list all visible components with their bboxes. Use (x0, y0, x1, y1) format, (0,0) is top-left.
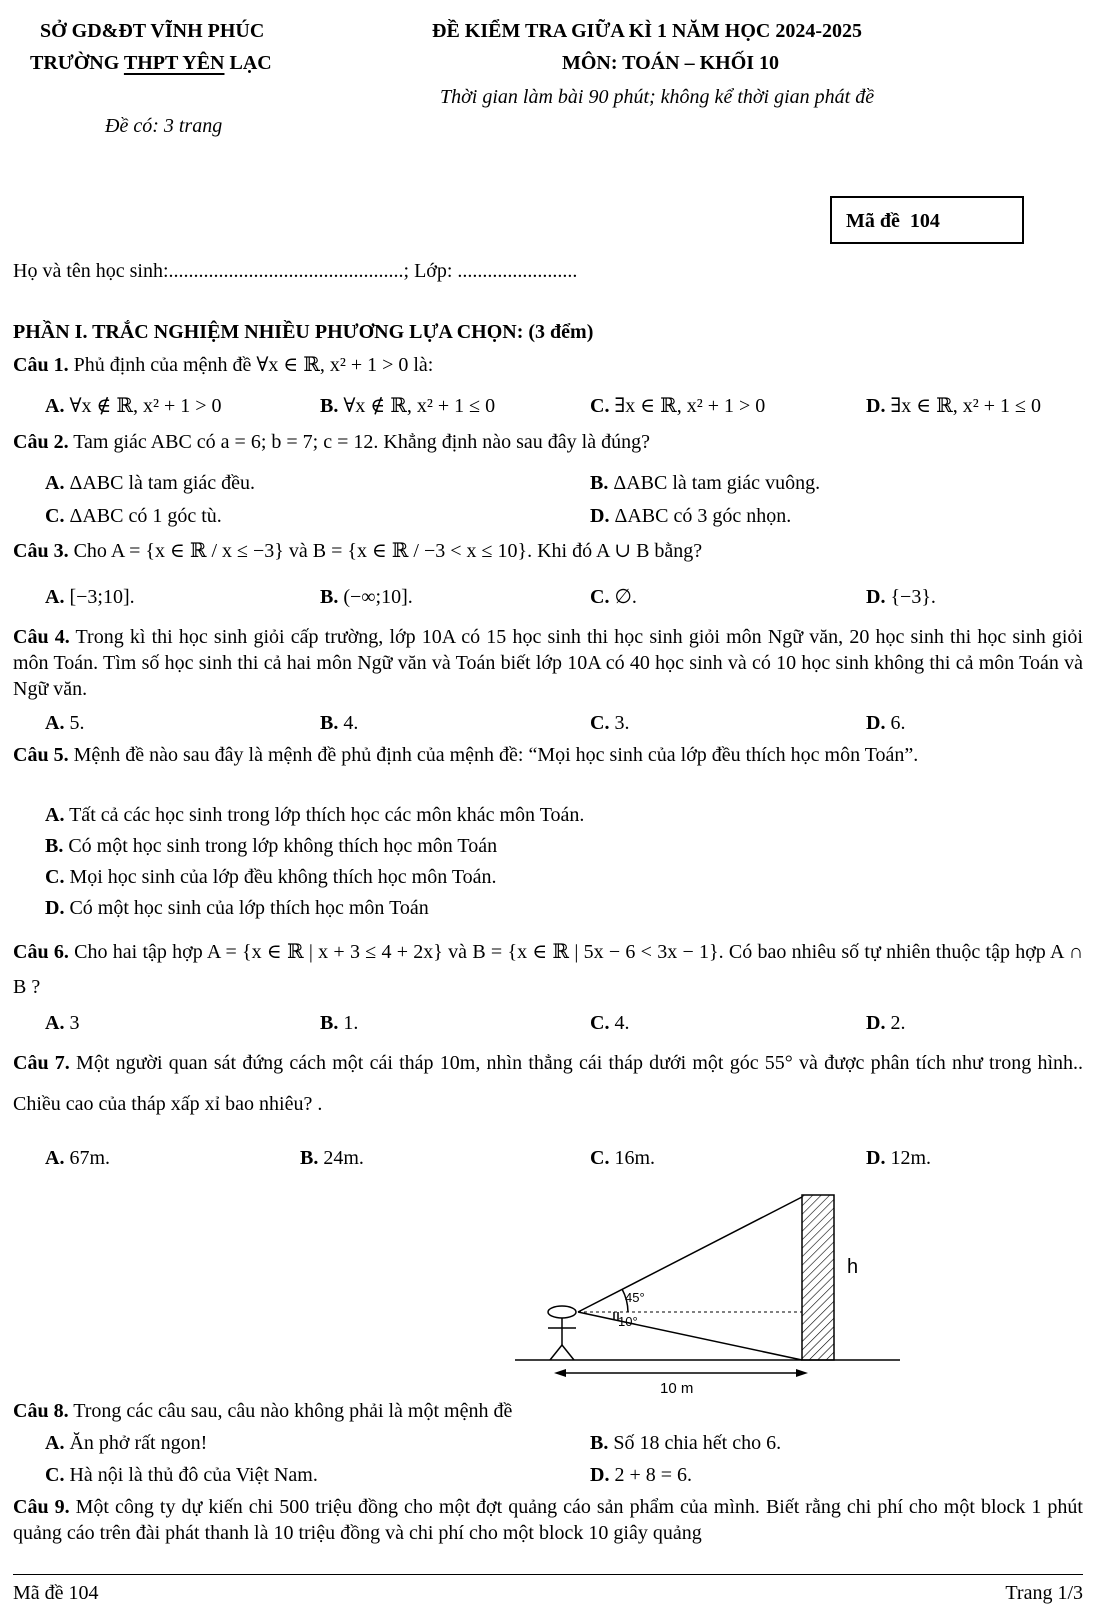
question-8 (13, 1398, 1083, 1424)
q1-option-a[interactable] (45, 393, 222, 419)
question-1 (13, 352, 1083, 378)
exam-title: ĐỀ KIỂM TRA GIỮA KÌ 1 NĂM HỌC 2024-2025 (432, 20, 863, 42)
question-4 (13, 624, 1083, 702)
footer-page-number: Trang 1/3 (1005, 1582, 1083, 1604)
question-label: Câu 2. (13, 431, 69, 453)
height-label: h (847, 1256, 859, 1278)
option-label: C. (590, 1147, 610, 1169)
option-label: C. (590, 586, 610, 608)
footer-exam-code: Mã đề 104 (13, 1582, 99, 1604)
question-text: Trong kì thi học sinh giỏi cấp trường, lớp 10A có 15 học sinh thi học sinh giỏi môn Ngữ văn, 20 học sinh thi học sinh giỏi môn Toán. Tìm số học sinh thi cả hai môn Ngữ văn và Toán biết lớp 10A có 40 học sinh và có 10 học sinh không thi cả môn Toán và Ngữ văn. (13, 626, 1083, 700)
question-2 (13, 429, 1083, 455)
q6-option-c[interactable] (590, 1010, 629, 1036)
q2-option-a[interactable] (45, 470, 255, 496)
option-text: Ăn phở rất ngon! (69, 1432, 208, 1454)
q5-option-a[interactable] (45, 802, 584, 828)
option-label: D. (866, 395, 886, 417)
exam-code-value: 104 (909, 210, 940, 232)
question-text: Cho A = {x ∈ ℝ / x ≤ −3} và B = {x ∈ ℝ / −3 < x ≤ 10}. Khi đó A ∪ B bằng? (73, 540, 703, 562)
distance-arrow-head-right (796, 1369, 808, 1377)
exam-code-box (830, 196, 1024, 244)
option-label: B. (300, 1147, 319, 1169)
q1-option-d[interactable] (866, 393, 1041, 419)
q5-option-b[interactable] (45, 833, 497, 859)
question-text: Phủ định của mệnh đề ∀x ∈ ℝ, x² + 1 > 0 là: (73, 354, 434, 376)
option-label: D. (866, 1147, 886, 1169)
observer-icon (548, 1306, 576, 1360)
department-name: SỞ GD&ĐT VĨNH PHÚC (40, 20, 265, 42)
option-label: A. (45, 804, 65, 826)
tower-figure (500, 1185, 910, 1400)
question-text: Tam giác ABC có a = 6; b = 7; c = 12. Khẳng định nào sau đây là đúng? (73, 431, 650, 453)
option-text: ΔABC có 3 góc nhọn. (614, 505, 792, 527)
question-label: Câu 8. (13, 1400, 69, 1422)
question-label: Câu 9. (13, 1496, 70, 1518)
q1-option-c[interactable] (590, 393, 765, 419)
q4-option-a[interactable] (45, 710, 84, 736)
option-text: Hà nội là thủ đô của Việt Nam. (69, 1464, 318, 1486)
option-label: A. (45, 1147, 65, 1169)
option-label: D. (590, 1464, 610, 1486)
question-label: Câu 7. (13, 1052, 70, 1074)
option-text: Có một học sinh của lớp thích học môn Toán (69, 897, 429, 919)
option-text: {−3}. (890, 586, 936, 608)
question-label: Câu 1. (13, 354, 69, 376)
question-label: Câu 6. (13, 941, 69, 963)
q7-option-b[interactable] (300, 1145, 364, 1171)
question-text: Mệnh đề nào sau đây là mệnh đề phủ định của mệnh đề: “Mọi học sinh của lớp đều thích học môn Toán”. (73, 744, 919, 766)
option-text: 3. (614, 712, 630, 734)
footer-divider (13, 1574, 1083, 1575)
option-label: B. (320, 712, 339, 734)
q6-option-a[interactable] (45, 1010, 79, 1036)
question-label: Câu 3. (13, 540, 69, 562)
q7-option-d[interactable] (866, 1145, 931, 1171)
option-label: A. (45, 1432, 65, 1454)
pages-note: Đề có: 3 trang (105, 115, 223, 137)
q6-option-d[interactable] (866, 1010, 905, 1036)
option-label: A. (45, 712, 65, 734)
option-label: A. (45, 472, 65, 494)
q3-option-c[interactable] (590, 584, 637, 610)
exam-code-label: Mã đề (846, 210, 900, 232)
distance-arrow-head-left (554, 1369, 566, 1377)
option-label: B. (320, 1012, 339, 1034)
q3-option-d[interactable] (866, 584, 936, 610)
option-label: D. (866, 712, 886, 734)
question-5 (13, 742, 1083, 768)
q7-option-a[interactable] (45, 1145, 110, 1171)
option-label: C. (590, 1012, 610, 1034)
option-text: 12m. (890, 1147, 932, 1169)
school-suffix: LẠC (224, 52, 272, 74)
option-text: 1. (343, 1012, 359, 1034)
school-underlined: THPT YÊN (123, 52, 225, 74)
option-text: 5. (69, 712, 85, 734)
q1-option-b[interactable] (320, 393, 495, 419)
question-text: Một người quan sát đứng cách một cái tháp 10m, nhìn thẳng cái tháp dưới một góc 55° và được phân tích như trong hình.. Chiều cao của tháp xấp xỉ bao nhiêu? . (13, 1052, 1084, 1115)
tower (802, 1195, 834, 1360)
option-text: ∀x ∉ ℝ, x² + 1 > 0 (69, 395, 222, 417)
option-label: B. (320, 395, 339, 417)
option-text: Số 18 chia hết cho 6. (613, 1432, 782, 1454)
school-prefix: TRƯỜNG (30, 52, 124, 74)
question-label: Câu 5. (13, 744, 69, 766)
option-label: B. (590, 472, 609, 494)
option-label: C. (45, 505, 65, 527)
q2-option-b[interactable] (590, 470, 820, 496)
q8-option-c[interactable] (45, 1462, 318, 1488)
option-text: Mọi học sinh của lớp đều không thích học môn Toán. (69, 866, 497, 888)
q4-option-d[interactable] (866, 710, 905, 736)
option-label: C. (590, 712, 610, 734)
lower-sight-line (578, 1312, 802, 1360)
option-text: 4. (343, 712, 359, 734)
q6-option-b[interactable] (320, 1010, 358, 1036)
question-6 (13, 935, 1083, 1005)
angle-lower-label: 10° (618, 1314, 638, 1329)
option-text: [−3;10]. (69, 586, 135, 608)
question-7 (13, 1043, 1083, 1125)
distance-label: 10 m (660, 1380, 694, 1397)
option-text: ΔABC là tam giác vuông. (613, 472, 821, 494)
option-text: 3 (69, 1012, 80, 1034)
option-text: ΔABC có 1 góc tù. (69, 505, 222, 527)
option-text: Tất cả các học sinh trong lớp thích học các môn khác môn Toán. (69, 804, 585, 826)
student-info-line: Họ và tên học sinh:...............................................; Lớp: ........................ (13, 260, 578, 282)
question-label: Câu 4. (13, 626, 70, 648)
option-text: 6. (890, 712, 906, 734)
option-text: ∀x ∉ ℝ, x² + 1 ≤ 0 (343, 395, 496, 417)
option-label: D. (866, 1012, 886, 1034)
q8-option-d[interactable] (590, 1462, 692, 1488)
option-text: 4. (614, 1012, 630, 1034)
q7-option-c[interactable] (590, 1145, 655, 1171)
school-name (30, 50, 272, 76)
question-3 (13, 538, 1083, 564)
option-label: A. (45, 395, 65, 417)
option-label: C. (45, 866, 65, 888)
option-label: A. (45, 1012, 65, 1034)
option-label: D. (866, 586, 886, 608)
question-text: Trong các câu sau, câu nào không phải là một mệnh đề (73, 1400, 513, 1422)
exam-subject: MÔN: TOÁN – KHỐI 10 (562, 52, 780, 74)
exam-time-note: Thời gian làm bài 90 phút; không kể thời gian phát đề (440, 86, 875, 108)
option-text: ∅. (614, 586, 637, 608)
option-text: 67m. (69, 1147, 111, 1169)
option-text: 2 + 8 = 6. (614, 1464, 693, 1486)
question-text: Cho hai tập hợp A = {x ∈ ℝ | x + 3 ≤ 4 + 2x} và B = {x ∈ ℝ | 5x − 6 < 3x − 1}. Có bao nhiêu số tự nhiên thuộc tập hợp A ∩ B ? (13, 941, 1084, 998)
option-text: ΔABC là tam giác đều. (69, 472, 256, 494)
q5-option-c[interactable] (45, 864, 497, 890)
question-text: Một công ty dự kiến chi 500 triệu đồng cho một đợt quảng cáo sản phẩm của mình. Biết rằng chi phí cho một block 1 phút quảng cáo trên đài phát thanh là 10 triệu đồng và chi phí cho một block 10 giây quảng (13, 1496, 1083, 1544)
option-label: D. (45, 897, 65, 919)
q5-option-d[interactable] (45, 895, 429, 921)
option-label: B. (320, 586, 339, 608)
angle-upper-label: 45° (625, 1290, 645, 1305)
section-title: PHẦN I. TRẮC NGHIỆM NHIỀU PHƯƠNG LỰA CHỌN: (3 đểm) (13, 321, 594, 343)
option-label: C. (590, 395, 610, 417)
upper-sight-line (578, 1197, 802, 1312)
option-text: Có một học sinh trong lớp không thích học môn Toán (68, 835, 498, 857)
q8-option-a[interactable] (45, 1430, 207, 1456)
option-label: B. (590, 1432, 609, 1454)
option-label: D. (590, 505, 610, 527)
option-label: A. (45, 586, 65, 608)
option-text: 16m. (614, 1147, 656, 1169)
question-9 (13, 1494, 1083, 1546)
option-text: ∃x ∈ ℝ, x² + 1 ≤ 0 (890, 395, 1041, 417)
option-text: 24m. (323, 1147, 364, 1169)
q4-option-c[interactable] (590, 710, 629, 736)
q3-option-a[interactable] (45, 584, 135, 610)
q2-option-d[interactable] (590, 503, 791, 529)
option-text: ∃x ∈ ℝ, x² + 1 > 0 (614, 395, 766, 417)
q2-option-c[interactable] (45, 503, 222, 529)
option-text: (−∞;10]. (343, 586, 413, 608)
q4-option-b[interactable] (320, 710, 358, 736)
q3-option-b[interactable] (320, 584, 413, 610)
option-label: C. (45, 1464, 65, 1486)
q8-option-b[interactable] (590, 1430, 781, 1456)
option-text: 2. (890, 1012, 906, 1034)
option-label: B. (45, 835, 64, 857)
